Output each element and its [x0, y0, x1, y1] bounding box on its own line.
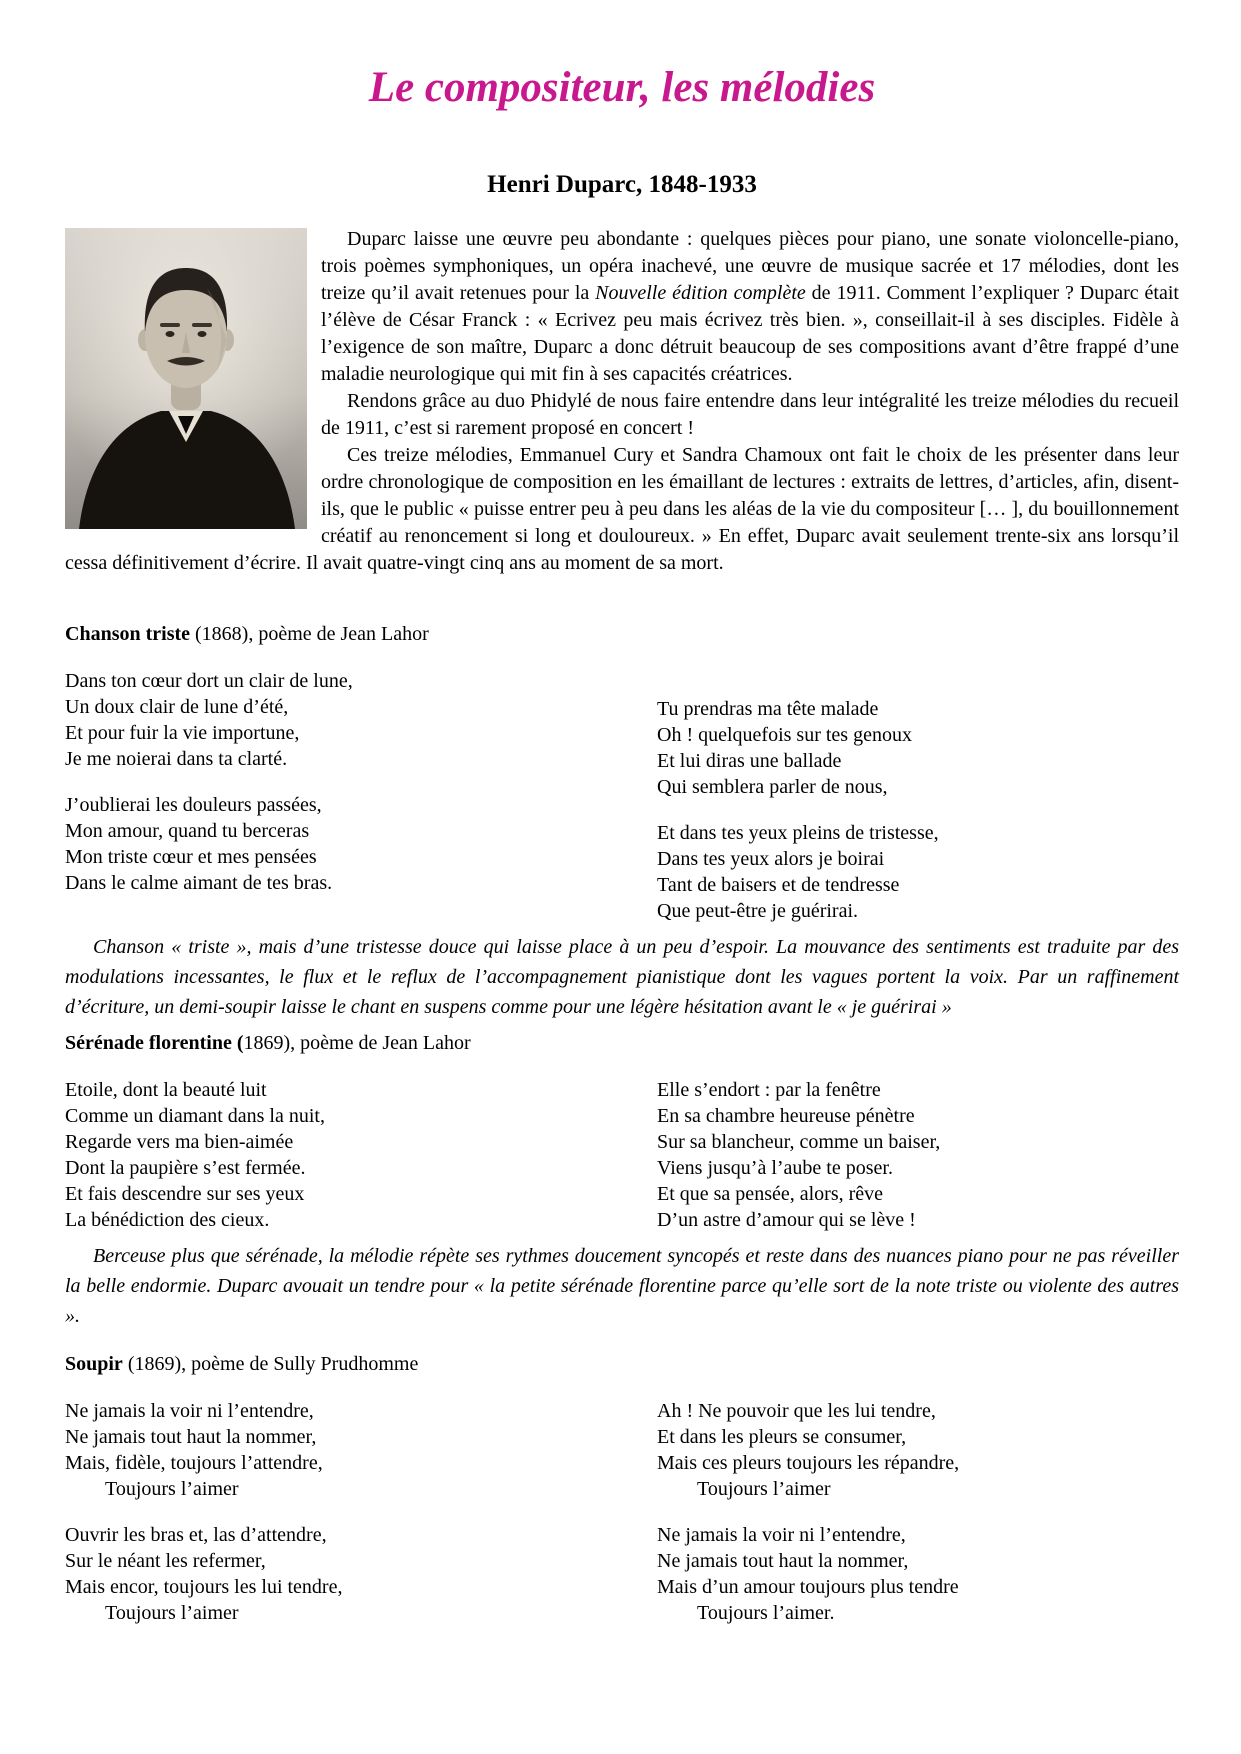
song-title: Soupir: [65, 1353, 123, 1375]
section-soupir: [65, 1351, 1179, 1626]
song-title-details: (1869), poème de Sully Prudhomme: [122, 1353, 419, 1375]
poem-column-right: [657, 668, 1179, 924]
song-title: Sérénade florentine (: [65, 1032, 244, 1054]
section-heading: [65, 621, 1179, 648]
poem-line: Mon amour, quand tu berceras: [65, 820, 310, 842]
poem-column-right: [657, 1398, 1179, 1626]
stanza: [657, 696, 1179, 800]
poem: [65, 1077, 1179, 1233]
poem-line: Dans ton cœur dort un clair de lune,: [65, 670, 353, 692]
page-subtitle: Henri Duparc, 1848-1933: [487, 171, 757, 198]
song-title: Chanson triste: [65, 623, 191, 645]
poem-line: Ouvrir les bras et, las d’attendre,: [65, 1524, 327, 1546]
poem-line: Et dans les pleurs se consumer,: [657, 1426, 907, 1448]
poem-line: Dans le calme aimant de tes bras.: [65, 872, 333, 894]
song-title-details: (1868), poème de Jean Lahor: [190, 623, 429, 645]
section-chanson-triste: [65, 621, 1179, 1022]
poem-line: Tant de baisers et de tendresse: [657, 874, 900, 896]
poem-line: Oh ! quelquefois sur tes genoux: [657, 724, 912, 746]
stanza: [657, 1522, 1179, 1626]
poem-line: J’oublierai les douleurs passées,: [65, 794, 322, 816]
poem-line: Elle s’endort : par la fenêtre: [657, 1079, 881, 1101]
stanza: [65, 668, 657, 772]
poem-line: Qui semblera parler de nous,: [657, 776, 888, 798]
poem-column-right: [657, 1077, 1179, 1233]
poem-line: Ne jamais la voir ni l’entendre,: [657, 1524, 906, 1546]
poem-line: Sur sa blancheur, comme un baiser,: [657, 1131, 941, 1153]
intro-p1-italic-title: Nouvelle édition complète: [595, 282, 806, 304]
poem-line: Viens jusqu’à l’aube te poser.: [657, 1157, 893, 1179]
stanza: [65, 1077, 657, 1233]
intro-paragraph-2: Rendons grâce au duo Phidylé de nous faire entendre dans leur intégralité les treize mélodies du recueil de 1911, c’est si rarement proposé en concert !: [321, 390, 1179, 439]
poem-line: Dans tes yeux alors je boirai: [657, 848, 885, 870]
stanza: [657, 1077, 1179, 1233]
poem-line: Mon triste cœur et mes pensées: [65, 846, 317, 868]
poem-line: Et lui diras une ballade: [657, 750, 842, 772]
poem-line: Un doux clair de lune d’été,: [65, 696, 289, 718]
section-heading: [65, 1030, 1179, 1057]
poem-line: Toujours l’aimer.: [657, 1602, 835, 1624]
poem-line: Mais d’un amour toujours plus tendre: [657, 1576, 959, 1598]
poem-line: Sur le néant les refermer,: [65, 1550, 266, 1572]
page-title: Le compositeur, les mélodies: [368, 64, 876, 111]
stanza: [657, 1398, 1179, 1502]
poem-line: Mais encor, toujours les lui tendre,: [65, 1576, 343, 1598]
poem-line: D’un astre d’amour qui se lève !: [657, 1209, 916, 1231]
poem-line: Ne jamais tout haut la nommer,: [657, 1550, 909, 1572]
poem-line: Ne jamais tout haut la nommer,: [65, 1426, 317, 1448]
poem-line: Mais, fidèle, toujours l’attendre,: [65, 1452, 323, 1474]
poem-line: Toujours l’aimer: [65, 1478, 239, 1500]
song-title-details: 1869), poème de Jean Lahor: [243, 1032, 471, 1054]
commentary: Chanson « triste », mais d’une tristesse douce qui laisse place à un peu d’espoir. La mouvance des sentiments est traduite par des modulations incessantes, le flux et le reflux de l’accompagnement pianistique dont les vagues portent la voix. Par un raffinement d’écriture, un demi-soupir laisse le chant en suspens comme pour une légère hésitation avant le « je guérirai »: [65, 936, 1179, 1018]
poem-line: Regarde vers ma bien-aimée: [65, 1131, 294, 1153]
poem-line: Tu prendras ma tête malade: [657, 698, 879, 720]
poem-line: Que peut-être je guérirai.: [657, 900, 859, 922]
intro-p1-text-after: de 1911. Comment l’expliquer ? Duparc était l’élève de César Franck : « Ecrivez peu mais écrivez très bien. », conseillait-il à ses disciples. Fidèle à l’exigence de son maître, Duparc a donc détruit beaucoup de ses compositions avant d’être frappé d’une maladie neurologique qui mit fin à ses capacités créatrices.: [321, 282, 1179, 385]
section-heading: [65, 1351, 1179, 1378]
poem-line: Comme un diamant dans la nuit,: [65, 1105, 325, 1127]
poem-line: La bénédiction des cieux.: [65, 1209, 270, 1231]
poem-line: Et pour fuir la vie importune,: [65, 722, 300, 744]
poem-column-left: [65, 1077, 657, 1233]
poem-line: Ne jamais la voir ni l’entendre,: [65, 1400, 314, 1422]
section-serenade-florentine: [65, 1030, 1179, 1331]
intro-p1-text: Duparc laisse une œuvre peu abondante : quelques pièces pour piano, une sonate violoncelle-piano, trois poèmes symphoniques, un opéra inachevé, une œuvre de musique sacrée et 17 mélodies, dont les treize qu’il avait retenues pour la: [321, 228, 1179, 304]
poem-line: Toujours l’aimer: [65, 1602, 239, 1624]
stanza: [65, 1522, 657, 1626]
intro-paragraph-3: Ces treize mélodies, Emmanuel Cury et Sandra Chamoux ont fait le choix de les présenter dans leur ordre chronologique de composition en les émaillant de lectures : extraits de lettres, d’articles, afin, disent-ils, que le public « puisse entrer peu à peu dans les aléas de la vie du compositeur [… ], du bouillonnement créatif au renoncement si long et douloureux. » En effet, Duparc avait seulement trente-six ans lorsqu’il cessa définitivement d’écrire. Il avait quatre-vingt cinq ans au moment de sa mort.: [65, 444, 1179, 574]
poem-line: Et dans tes yeux pleins de tristesse,: [657, 822, 939, 844]
poem-line: Etoile, dont la beauté luit: [65, 1079, 267, 1101]
poem: [65, 1398, 1179, 1626]
intro-block: [65, 226, 1179, 577]
stanza: [657, 820, 1179, 924]
poem-line: Ah ! Ne pouvoir que les lui tendre,: [657, 1400, 936, 1422]
poem-line: Mais ces pleurs toujours les répandre,: [657, 1452, 960, 1474]
poem-line: Toujours l’aimer: [657, 1478, 831, 1500]
poem-line: Je me noierai dans ta clarté.: [65, 748, 288, 770]
poem-line: En sa chambre heureuse pénètre: [657, 1105, 915, 1127]
duparc-portrait-photo: [65, 228, 307, 529]
poem-column-left: [65, 668, 657, 924]
poem-line: Dont la paupière s’est fermée.: [65, 1157, 306, 1179]
poem-line: Et fais descendre sur ses yeux: [65, 1183, 305, 1205]
poem: [65, 668, 1179, 924]
poem-line: Et que sa pensée, alors, rêve: [657, 1183, 884, 1205]
poem-column-left: [65, 1398, 657, 1626]
stanza: [65, 1398, 657, 1502]
commentary: Berceuse plus que sérénade, la mélodie répète ses rythmes doucement syncopés et reste dans des nuances piano pour ne pas réveiller la belle endormie. Duparc avouait un tendre pour « la petite sérénade florentine parce qu’elle sort de la note triste ou violente des autres ».: [65, 1245, 1179, 1327]
stanza: [65, 792, 657, 896]
